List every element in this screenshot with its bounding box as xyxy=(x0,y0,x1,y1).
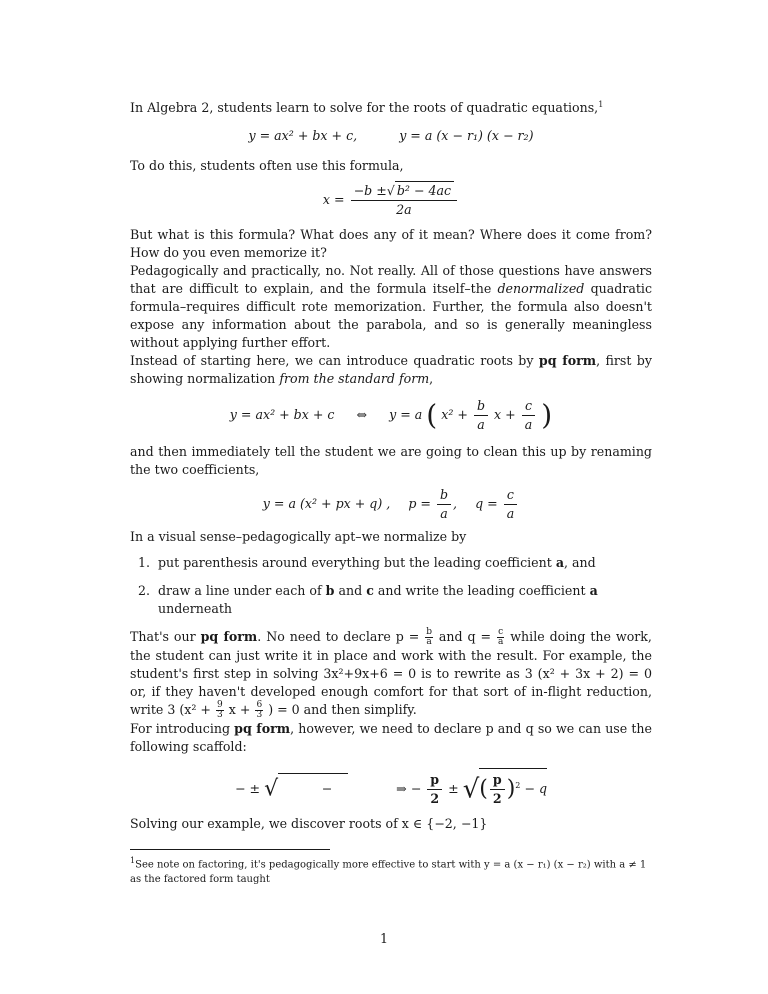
scaffold-intro-paragraph xyxy=(130,720,652,756)
normalize-steps-list xyxy=(130,554,652,618)
thats-6-over-3 xyxy=(255,701,263,720)
thats-t1: That's our xyxy=(130,629,196,645)
q-eq: q = xyxy=(475,496,498,512)
instead-emph: from the standard form xyxy=(279,371,430,387)
scaffold-lparen: ( xyxy=(479,776,488,802)
pq-main: y = a (x² + px + q) , xyxy=(262,496,391,512)
a-den-2: a xyxy=(524,417,533,433)
formula-intro: To do this, students often use this formula, xyxy=(130,158,404,174)
instead-text-3: , xyxy=(429,371,434,387)
step2-bold-c: c xyxy=(366,583,374,599)
a-den: a xyxy=(477,417,485,433)
step2-text: draw a line under each of xyxy=(158,583,322,599)
thats-bold: pq form xyxy=(200,629,258,645)
pq-comma: , xyxy=(453,496,458,512)
scaffold-equation xyxy=(130,768,652,807)
thats-9-over-3 xyxy=(216,701,224,720)
scaffold-left: − ± xyxy=(234,781,261,797)
step2-bold-a: a xyxy=(589,583,598,599)
thats-paragraph xyxy=(130,628,652,720)
pedagogy-text-2: quadratic formula–requires difficult rote memorization. Further, the formula also doesn't expose any information about the parabola, and so is generally meaningless without applying further effort. xyxy=(130,281,652,351)
thats-n6: 6 xyxy=(256,700,263,711)
scaffold-p-inner: p xyxy=(490,772,505,790)
normalize-left: y = ax² + bx + c xyxy=(229,407,335,423)
q-a: a xyxy=(506,506,515,522)
scaffold-minus-q: − q xyxy=(524,781,548,797)
scaffold-p-over-2 xyxy=(427,772,442,807)
intro-text: In Algebra 2, students learn to solve for the roots of quadratic equations, xyxy=(130,100,599,116)
pq-form-bold: pq form xyxy=(538,353,597,369)
thats-d3a: 3 xyxy=(217,710,223,721)
thats-a2: a xyxy=(497,637,504,648)
scaffold-bold: pq form xyxy=(234,721,291,737)
intro-paragraph xyxy=(130,96,652,117)
rename-paragraph: and then immediately tell the student we are going to clean this up by renaming the two coefficients, xyxy=(130,444,652,478)
thats-t3: and q = xyxy=(438,629,492,645)
iff-symbol: ⇔ xyxy=(356,407,368,423)
q-fraction xyxy=(504,487,518,522)
quadratic-forms-equation xyxy=(130,127,652,145)
left-paren: ( xyxy=(426,398,438,432)
thats-n9: 9 xyxy=(217,700,223,711)
scaffold-rparen: ) xyxy=(506,776,516,802)
normalize-x-plus: x + xyxy=(494,407,516,423)
step1-text: put parenthesis around everything but the leading coefficient xyxy=(158,555,552,571)
scaffold-t2: , however, we need to declare p and q so we can use the following scaffold: xyxy=(130,721,652,755)
thats-d3b: 3 xyxy=(256,710,263,721)
b-num: b xyxy=(474,398,488,416)
scaffold-p: p xyxy=(427,772,442,790)
right-paren: ) xyxy=(541,398,553,432)
instead-text-1: Instead of starting here, we can introduce quadratic roots by xyxy=(130,353,534,369)
scaffold-empty-radicand xyxy=(278,773,348,798)
step-item-1 xyxy=(154,554,652,572)
formula-fraction xyxy=(351,183,457,218)
instead-paragraph xyxy=(130,352,652,388)
thats-a: a xyxy=(426,637,432,648)
c-num: c xyxy=(522,398,536,416)
quadratic-formula xyxy=(130,183,652,218)
thats-t5: x + xyxy=(228,702,251,718)
p-a: a xyxy=(440,506,448,522)
scaffold-t1: For introducing xyxy=(130,721,231,737)
step1-bold-a: a xyxy=(555,555,564,571)
pedagogy-text-1: Pedagogically and practically, no. Not really. All of those questions have answers that are difficult to explain, and the formula itself–the xyxy=(130,263,652,297)
solving-paragraph: Solving our example, we discover roots of x ∈ {−2, −1} xyxy=(130,816,488,832)
formula-radicand: b² − 4ac xyxy=(395,181,454,198)
scaffold-arrow: ⇒ − xyxy=(396,781,422,797)
standard-form: y = ax² + bx + c, xyxy=(248,128,358,144)
thats-c: c xyxy=(498,627,504,638)
footnote xyxy=(130,854,652,886)
thats-t6: ) = 0 and then simplify. xyxy=(268,702,417,718)
p-fraction xyxy=(437,487,451,522)
thats-c-over-a xyxy=(497,628,504,647)
formula-denominator: 2a xyxy=(396,202,412,218)
pq-definition-equation xyxy=(130,487,652,522)
scaffold-radicand xyxy=(479,768,547,807)
formula-lhs: x = xyxy=(322,192,345,208)
scaffold-sqrt-empty: √ xyxy=(264,776,279,802)
footnote-number: 1 xyxy=(130,856,136,866)
formula-numerator xyxy=(351,183,457,201)
scaffold-square: 2 xyxy=(515,781,521,790)
questions-paragraph: But what is this formula? What does any of it mean? Where does it come from? How do you even memorize it? xyxy=(130,227,652,261)
thats-t2: . No need to declare p = xyxy=(257,629,420,645)
page-number: 1 xyxy=(379,931,388,946)
sqrt-sign: √ xyxy=(386,183,395,199)
normalize-inner-start: x² + xyxy=(441,407,468,423)
visual-paragraph: In a visual sense–pedagogically apt–we normalize by xyxy=(130,529,467,545)
pedagogy-emph: denormalized xyxy=(497,281,585,297)
footnote-mark: 1 xyxy=(598,100,604,109)
normalize-right-prefix: y = a xyxy=(389,407,423,423)
footnote-text: See note on factoring, it's pedagogically more effective to start with y = a (x − r₁) (x − r₂) with a ≠ 1 as the factored form taught xyxy=(130,859,647,885)
instead-text-2: , first by showing normalization xyxy=(130,353,652,387)
scaffold-sqrt: √ xyxy=(462,774,480,805)
step2-after2: and write the leading coefficient xyxy=(377,583,586,599)
thats-b-over-a xyxy=(425,628,433,647)
p-eq: p = xyxy=(408,496,431,512)
formula-numerator-prefix: −b ± xyxy=(353,183,387,199)
normalization-equation xyxy=(130,398,652,433)
scaffold-pm: ± xyxy=(448,781,459,797)
footnote-rule xyxy=(130,849,330,850)
step1-after: , and xyxy=(563,555,596,571)
scaffold-p-over-2-inner xyxy=(490,772,505,807)
thats-t4: while doing the work, the student can just write it in place and work with the result. For example, the student's first step in solving 3x²+9x+6 = 0 is to rewrite as 3 (x² + 3x + 2) = 0 or, if they haven't developed enough comfort for that sort of in-flight reduction, write 3 (x² + xyxy=(130,629,652,718)
factored-form: y = a (x − r₁) (x − r₂) xyxy=(399,128,534,144)
b-over-a xyxy=(474,398,488,433)
scaffold-two-inner: 2 xyxy=(492,791,502,807)
step2-bold-b: b xyxy=(325,583,335,599)
scaffold-left-minus: − xyxy=(321,781,333,797)
q-c: c xyxy=(504,487,518,505)
c-over-a xyxy=(522,398,536,433)
step-item-2 xyxy=(154,582,652,618)
page-body xyxy=(130,96,652,887)
scaffold-two: 2 xyxy=(430,791,440,807)
pedagogy-paragraph xyxy=(130,262,652,352)
thats-b: b xyxy=(426,627,432,638)
p-b: b xyxy=(437,487,451,505)
step2-after3: underneath xyxy=(158,601,233,617)
step2-middle: and xyxy=(338,583,363,599)
